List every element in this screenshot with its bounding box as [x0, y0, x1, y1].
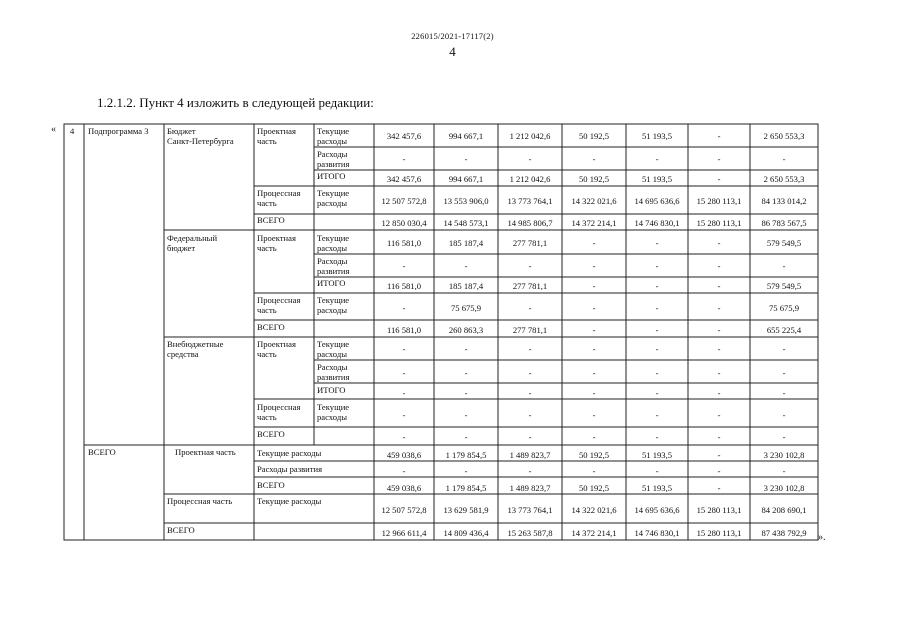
value-cell-all-proj-dev-6: - [717, 466, 721, 476]
value-cell-all-proj-total-4: 50 192,5 [578, 483, 610, 493]
value-cell-all-total-2: 14 809 436,4 [443, 528, 489, 538]
value-cell-fed-proj-dev-1: - [402, 261, 406, 271]
value-cell-fed-proc-cur-6: - [717, 303, 721, 313]
all-proj-total-label: ВСЕГО [257, 480, 285, 490]
value-cell-fed-proc-cur-3: - [528, 303, 532, 313]
value-cell-spb-proc-cur-5: 14 695 636,6 [634, 196, 680, 206]
all-total-label: ВСЕГО [167, 525, 195, 535]
value-cell-spb-proj-dev-1: - [402, 154, 406, 164]
value-cell-spb-proj-cur-3: 1 212 042,6 [509, 131, 551, 141]
off-process-part-l2: часть [257, 412, 277, 422]
value-cell-fed-proj-dev-3: - [528, 261, 532, 271]
value-cell-all-total-1: 12 966 611,4 [381, 528, 427, 538]
value-cell-all-proj-cur-4: 50 192,5 [578, 450, 610, 460]
value-cell-spb-proj-cur-6: - [717, 131, 721, 141]
all-project-part-label: Проектная часть [175, 447, 236, 457]
value-cell-fed-proj-itogo-6: - [717, 281, 721, 291]
value-cell-all-proj-cur-2: 1 179 854,5 [445, 450, 487, 460]
value-cell-spb-proj-itogo-7: 2 650 553,3 [763, 174, 805, 184]
fed-project-part-l1: Проектная [257, 233, 296, 243]
value-cell-off-total-5: - [655, 432, 659, 442]
all-dev-label: Расходы развития [257, 464, 323, 474]
value-cell-all-proj-dev-2: - [464, 466, 468, 476]
value-cell-fed-proj-itogo-5: - [655, 281, 659, 291]
value-cell-all-proc-cur-5: 14 695 636,6 [634, 505, 680, 515]
value-cell-fed-total-6: - [717, 325, 721, 335]
fed-current-l2: расходы [317, 243, 347, 253]
spb-project-part-l2: часть [257, 136, 277, 146]
value-cell-fed-proj-cur-6: - [717, 238, 721, 248]
off-process-part-l1: Процессная [257, 402, 301, 412]
value-cell-fed-proj-cur-5: - [655, 238, 659, 248]
value-cell-off-proj-cur-4: - [592, 344, 596, 354]
value-cell-fed-proj-dev-5: - [655, 261, 659, 271]
value-cell-spb-proj-itogo-5: 51 193,5 [641, 174, 673, 184]
source-spb-line2: Санкт-Петербурга [167, 136, 234, 146]
all-process-part-label: Процессная часть [167, 496, 233, 506]
value-cell-off-proc-cur-3: - [528, 410, 532, 420]
value-cell-off-total-2: - [464, 432, 468, 442]
page-number: 4 [449, 44, 456, 59]
value-cell-fed-total-2: 260 863,3 [448, 325, 484, 335]
value-cell-fed-total-5: - [655, 325, 659, 335]
value-cell-fed-proj-cur-4: - [592, 238, 596, 248]
value-cell-fed-proc-cur-2: 75 675,9 [450, 303, 482, 313]
value-cell-all-proj-total-5: 51 193,5 [641, 483, 673, 493]
value-cell-all-proj-dev-5: - [655, 466, 659, 476]
value-cell-fed-proj-dev-2: - [464, 261, 468, 271]
spb-project-part-l1: Проектная [257, 126, 296, 136]
value-cell-spb-total-4: 14 372 214,1 [571, 218, 617, 228]
value-cell-spb-proj-cur-4: 50 192,5 [578, 131, 610, 141]
source-offbudget-line2: средства [167, 349, 199, 359]
closing-quote: ». [818, 532, 826, 543]
value-cell-all-proj-total-1: 459 038,6 [386, 483, 422, 493]
value-cell-off-proc-cur-7: - [782, 410, 786, 420]
fed-proc-current-l1: Текущие [317, 295, 350, 305]
spb-process-part-l2: часть [257, 198, 277, 208]
value-cell-off-proc-cur-1: - [402, 410, 406, 420]
value-cell-fed-proj-dev-4: - [592, 261, 596, 271]
fed-process-part-l2: часть [257, 305, 277, 315]
value-cell-spb-proj-cur-2: 994 667,1 [448, 131, 484, 141]
value-cell-fed-proj-dev-6: - [717, 261, 721, 271]
value-cell-fed-proj-itogo-3: 277 781,1 [512, 281, 548, 291]
fed-itogo-label: ИТОГО [317, 278, 346, 288]
value-cell-off-total-1: - [402, 432, 406, 442]
section-heading: 1.2.1.2. Пункт 4 изложить в следующей редакции: [97, 95, 374, 110]
value-cell-off-proj-dev-2: - [464, 368, 468, 378]
value-cell-off-proc-cur-2: - [464, 410, 468, 420]
value-cell-fed-proc-cur-4: - [592, 303, 596, 313]
spb-process-part-l1: Процессная [257, 188, 301, 198]
document-number: 226015/2021-17117(2) [411, 31, 494, 41]
off-project-part-l2: часть [257, 349, 277, 359]
value-cell-off-total-6: - [717, 432, 721, 442]
value-cell-spb-proc-cur-4: 14 322 021,6 [571, 196, 617, 206]
value-cell-off-proj-dev-4: - [592, 368, 596, 378]
value-cell-spb-proj-itogo-6: - [717, 174, 721, 184]
value-cell-all-proc-cur-7: 84 208 690,1 [761, 505, 807, 515]
spb-proc-current-l1: Текущие [317, 188, 350, 198]
value-cell-off-proj-itogo-5: - [655, 388, 659, 398]
value-cell-spb-proj-dev-4: - [592, 154, 596, 164]
value-cell-all-proj-cur-6: - [717, 450, 721, 460]
value-cell-spb-proj-cur-7: 2 650 553,3 [763, 131, 805, 141]
value-cell-spb-proj-itogo-2: 994 667,1 [448, 174, 484, 184]
value-cell-off-proj-cur-5: - [655, 344, 659, 354]
value-cell-off-proj-itogo-3: - [528, 388, 532, 398]
value-cell-off-total-3: - [528, 432, 532, 442]
value-cell-all-proc-cur-3: 13 773 764,1 [507, 505, 553, 515]
source-offbudget-line1: Внебюджетные [167, 339, 224, 349]
value-cell-off-proj-cur-7: - [782, 344, 786, 354]
value-cell-off-total-7: - [782, 432, 786, 442]
fed-project-part-l2: часть [257, 243, 277, 253]
all-current-label: Текущие расходы [257, 448, 322, 458]
value-cell-fed-proc-cur-5: - [655, 303, 659, 313]
value-cell-spb-total-1: 12 850 030,4 [381, 218, 427, 228]
value-cell-off-proj-dev-6: - [717, 368, 721, 378]
value-cell-all-proj-cur-5: 51 193,5 [641, 450, 673, 460]
fed-total-label: ВСЕГО [257, 322, 285, 332]
value-cell-spb-proj-itogo-3: 1 212 042,6 [509, 174, 551, 184]
value-cell-spb-proj-dev-6: - [717, 154, 721, 164]
value-cell-all-proc-cur-2: 13 629 581,9 [443, 505, 489, 515]
value-cell-off-proj-itogo-2: - [464, 388, 468, 398]
value-cell-fed-proc-cur-1: - [402, 303, 406, 313]
value-cell-spb-proj-itogo-1: 342 457,6 [386, 174, 422, 184]
fed-proc-current-l2: расходы [317, 305, 347, 315]
spb-dev-l1: Расходы [317, 149, 348, 159]
off-total-label: ВСЕГО [257, 429, 285, 439]
value-cell-all-total-3: 15 263 587,8 [507, 528, 553, 538]
off-proc-current-l2: расходы [317, 412, 347, 422]
value-cell-all-proj-total-7: 3 230 102,8 [763, 483, 805, 493]
value-cell-spb-proj-dev-5: - [655, 154, 659, 164]
value-cell-spb-proj-dev-7: - [782, 154, 786, 164]
off-current-l1: Текущие [317, 339, 350, 349]
value-cell-off-proj-cur-2: - [464, 344, 468, 354]
spb-current-l1: Текущие [317, 126, 350, 136]
value-cell-all-proj-cur-1: 459 038,6 [386, 450, 422, 460]
spb-current-l2: расходы [317, 136, 347, 146]
off-project-part-l1: Проектная [257, 339, 296, 349]
value-cell-fed-proj-itogo-1: 116 581,0 [386, 281, 422, 291]
value-cell-spb-total-6: 15 280 113,1 [696, 218, 742, 228]
value-cell-all-proj-total-2: 1 179 854,5 [445, 483, 487, 493]
value-cell-all-total-6: 15 280 113,1 [696, 528, 742, 538]
source-spb-line1: Бюджет [167, 126, 196, 136]
value-cell-off-proj-cur-3: - [528, 344, 532, 354]
value-cell-fed-total-4: - [592, 325, 596, 335]
value-cell-all-proj-dev-4: - [592, 466, 596, 476]
value-cell-off-proc-cur-5: - [655, 410, 659, 420]
value-cell-all-proj-cur-7: 3 230 102,8 [763, 450, 805, 460]
value-cell-fed-proj-cur-7: 579 549,5 [766, 238, 802, 248]
value-cell-spb-proc-cur-7: 84 133 014,2 [761, 196, 807, 206]
value-cell-spb-proc-cur-1: 12 507 572,8 [381, 196, 427, 206]
value-cell-all-proc-cur-4: 14 322 021,6 [571, 505, 617, 515]
value-cell-off-proj-dev-3: - [528, 368, 532, 378]
value-cell-spb-total-5: 14 746 830,1 [634, 218, 680, 228]
program-number: 4 [70, 126, 75, 136]
spb-proc-current-l2: расходы [317, 198, 347, 208]
value-cell-spb-proc-cur-3: 13 773 764,1 [507, 196, 553, 206]
spb-dev-l2: развития [317, 159, 350, 169]
value-cell-fed-proj-cur-2: 185 187,4 [448, 238, 484, 248]
fed-process-part-l1: Процессная [257, 295, 301, 305]
value-cell-off-proj-itogo-1: - [402, 388, 406, 398]
value-cell-spb-total-3: 14 985 806,7 [507, 218, 553, 228]
value-cell-fed-proj-dev-7: - [782, 261, 786, 271]
value-cell-fed-proj-cur-3: 277 781,1 [512, 238, 548, 248]
spb-itogo-label: ИТОГО [317, 171, 346, 181]
value-cell-spb-total-2: 14 548 573,1 [443, 218, 489, 228]
value-cell-fed-total-1: 116 581,0 [386, 325, 422, 335]
source-federal-line1: Федеральный [167, 233, 218, 243]
value-cell-spb-proj-dev-3: - [528, 154, 532, 164]
value-cell-off-proj-itogo-6: - [717, 388, 721, 398]
value-cell-all-proj-dev-3: - [528, 466, 532, 476]
value-cell-spb-proj-cur-1: 342 457,6 [386, 131, 422, 141]
value-cell-off-proj-itogo-7: - [782, 388, 786, 398]
off-dev-l1: Расходы [317, 362, 348, 372]
value-cell-spb-proc-cur-6: 15 280 113,1 [696, 196, 742, 206]
value-cell-fed-proj-itogo-4: - [592, 281, 596, 291]
value-cell-all-proc-cur-1: 12 507 572,8 [381, 505, 427, 515]
value-cell-off-proj-cur-6: - [717, 344, 721, 354]
opening-quote: « [51, 124, 56, 135]
source-federal-line2: бюджет [167, 243, 196, 253]
value-cell-fed-proj-cur-1: 116 581,0 [386, 238, 422, 248]
off-itogo-label: ИТОГО [317, 385, 346, 395]
value-cell-all-proj-dev-1: - [402, 466, 406, 476]
value-cell-all-proj-cur-3: 1 489 823,7 [509, 450, 551, 460]
value-cell-off-proc-cur-6: - [717, 410, 721, 420]
value-cell-fed-proj-itogo-2: 185 187,4 [448, 281, 484, 291]
value-cell-spb-proj-dev-2: - [464, 154, 468, 164]
value-cell-all-proj-total-3: 1 489 823,7 [509, 483, 551, 493]
value-cell-fed-proc-cur-7: 75 675,9 [768, 303, 800, 313]
value-cell-off-proj-dev-5: - [655, 368, 659, 378]
all-proc-current-label: Текущие расходы [257, 496, 322, 506]
value-cell-spb-proc-cur-2: 13 553 906,0 [443, 196, 489, 206]
off-dev-l2: развития [317, 372, 350, 382]
spb-total-label: ВСЕГО [257, 215, 285, 225]
value-cell-all-total-7: 87 438 792,9 [761, 528, 807, 538]
value-cell-all-proj-dev-7: - [782, 466, 786, 476]
value-cell-spb-proj-itogo-4: 50 192,5 [578, 174, 610, 184]
value-cell-fed-total-7: 655 225,4 [766, 325, 802, 335]
value-cell-all-total-4: 14 372 214,1 [571, 528, 617, 538]
program-name: Подпрограмма 3 [88, 126, 149, 136]
value-cell-spb-total-7: 86 783 567,5 [761, 218, 807, 228]
value-cell-all-total-5: 14 746 830,1 [634, 528, 680, 538]
value-cell-all-proj-total-6: - [717, 483, 721, 493]
value-cell-off-proj-dev-7: - [782, 368, 786, 378]
value-cell-all-proc-cur-6: 15 280 113,1 [696, 505, 742, 515]
fed-dev-l2: развития [317, 266, 350, 276]
fed-current-l1: Текущие [317, 233, 350, 243]
value-cell-off-proj-itogo-4: - [592, 388, 596, 398]
off-proc-current-l1: Текущие [317, 402, 350, 412]
value-cell-off-proj-cur-1: - [402, 344, 406, 354]
value-cell-spb-proj-cur-5: 51 193,5 [641, 131, 673, 141]
value-cell-off-total-4: - [592, 432, 596, 442]
fed-dev-l1: Расходы [317, 256, 348, 266]
off-current-l2: расходы [317, 349, 347, 359]
value-cell-off-proc-cur-4: - [592, 410, 596, 420]
value-cell-off-proj-dev-1: - [402, 368, 406, 378]
grand-total-label: ВСЕГО [88, 447, 116, 457]
value-cell-fed-proj-itogo-7: 579 549,5 [766, 281, 802, 291]
value-cell-fed-total-3: 277 781,1 [512, 325, 548, 335]
